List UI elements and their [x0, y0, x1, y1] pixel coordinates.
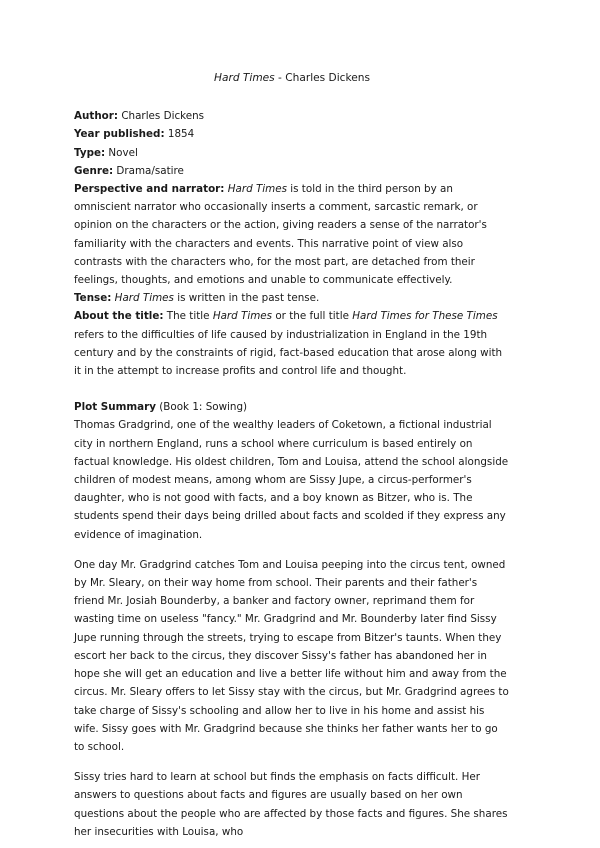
about-book-name: Hard Times [212, 310, 273, 323]
about-title-label: About the title: [74, 310, 164, 323]
title-author: - Charles Dickens [274, 72, 370, 84]
section-gap [74, 380, 510, 398]
plot-paragraph-2: One day Mr. Gradgrind catches Tom and Louisa peeping into the circus tent, owned by Mr. Sleary, on their way home from school. Their parents and their father's friend Mr. Josiah Bounderby, a banker and factory owner, reprimand them for wasting time on useless "fancy." Mr. Gradgrind and Mr. Bounderby later find Sissy Jupe running through the streets, trying to escape from Bitzer's taunts. When they escort her back to the circus, they discover Sissy's father has abandoned her in hope she will get an education and live a better life without him and away from the circus. Mr. Sleary offers to let Sissy stay with the circus, but Mr. Gradgrind agrees to take charge of Sissy's schooling and allow her to live in his home and assist his wife. Sissy goes with Mr. Gradgrind because she thinks her father wants her to go to school. [74, 558, 509, 753]
tense-book-name: Hard Times [114, 292, 174, 305]
type-line [74, 144, 510, 162]
perspective-book-name: Hard Times [227, 183, 287, 196]
tense-label: Tense: [74, 292, 112, 305]
author-label: Author: [74, 110, 119, 123]
tense-text: is written in the past tense. [173, 292, 320, 305]
author-value: Charles Dickens [118, 110, 205, 123]
about-full-title: Hard Times for These Times [352, 310, 498, 323]
plot-summary-label: Plot Summary [74, 401, 156, 414]
year-line [74, 125, 510, 143]
genre-value: Drama/satire [113, 164, 184, 177]
type-value: Novel [105, 146, 138, 159]
perspective-text: is told in the third person by an omniscient narrator who occasionally inserts a comment, sarcastic remark, or opinion on the characters or the action, giving readers a sense of the narrator's familiarity with the characters and events. This narrative point of view also contrasts with the characters who, for the most part, are detached from their feelings, thoughts, and emotions and unable to communicate effectively. [74, 183, 487, 287]
tense-line [74, 289, 510, 307]
plot-summary-heading [74, 398, 510, 416]
plot-summary-subtitle: (Book 1: Sowing) [155, 401, 248, 414]
about-text-1: The title [163, 310, 213, 323]
about-text-3: refers to the difficulties of life caused by industrialization in England in the 19th century and by the constraints of rigid, fact-based education that arose along with it in the attempt to increase profits and control life and thought. [74, 328, 503, 378]
about-text-2: or the full title [272, 310, 353, 323]
perspective-paragraph [74, 180, 510, 289]
year-label: Year published: [74, 128, 165, 141]
genre-label: Genre: [74, 164, 114, 177]
type-label: Type: [74, 146, 106, 159]
about-title-paragraph [74, 307, 510, 380]
genre-line [74, 162, 510, 180]
year-value: 1854 [164, 128, 195, 141]
plot-paragraph-3: Sissy tries hard to learn at school but finds the emphasis on facts difficult. Her answers to questions about facts and figures are usually based on her own questions about the people who are affected by those facts and figures. She shares her insecurities with Louisa, who [74, 771, 508, 838]
page-title [74, 69, 510, 87]
paragraph-gap [74, 756, 510, 768]
author-line [74, 107, 510, 125]
perspective-label: Perspective and narrator: [74, 183, 225, 196]
paragraph-gap [74, 544, 510, 556]
title-book-name: Hard Times [214, 72, 275, 84]
plot-paragraph-1: Thomas Gradgrind, one of the wealthy leaders of Coketown, a fictional industrial city in northern England, runs a school where curriculum is based entirely on factual knowledge. His oldest children, Tom and Louisa, attend the school alongside children of modest means, among whom are Sissy Jupe, a circus-performer's daughter, who is not good with facts, and a boy known as Bitzer, who is. The students spend their days being drilled about facts and scolded if they express any evidence of imagination. [74, 419, 509, 541]
